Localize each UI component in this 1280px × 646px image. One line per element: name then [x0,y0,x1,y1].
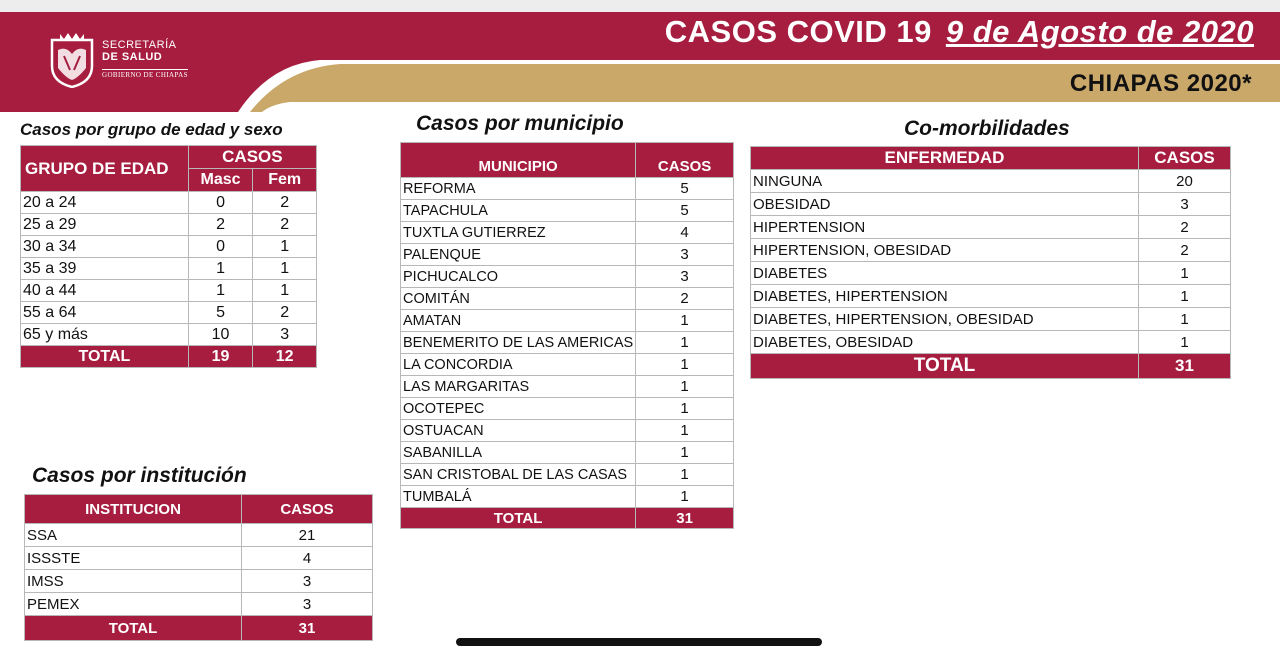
disease-name-cell: NINGUNA [751,170,1139,193]
table-row [25,570,373,593]
municipality-name-cell: COMITÁN [401,288,636,310]
disease-cases-cell: 3 [1139,193,1231,216]
municipality-name-cell: OCOTEPEC [401,398,636,420]
female-count-cell: 3 [253,324,317,346]
municipality-name-cell: SAN CRISTOBAL DE LAS CASAS [401,464,636,486]
institution-body [25,524,373,641]
table-row [21,214,317,236]
logo-text [102,40,188,79]
disease-name-cell: DIABETES, OBESIDAD [751,331,1139,354]
female-count-cell: 2 [253,192,317,214]
municipality-cases-cell: 1 [636,354,734,376]
table-row [401,266,734,288]
municipality-cases-cell: 1 [636,310,734,332]
table-row [401,464,734,486]
municipality-name-cell: PICHUCALCO [401,266,636,288]
total-label: TOTAL [25,616,242,641]
table-row [21,258,317,280]
table-row [25,524,373,547]
table-row [751,285,1231,308]
municipality-cases-cell: 1 [636,376,734,398]
municipality-name-cell: TUMBALÁ [401,486,636,508]
total-label: TOTAL [21,346,189,368]
title-text: CASOS COVID 19 [664,14,932,49]
table-row [21,324,317,346]
table-header-row [21,146,317,169]
municipality-cases-cell: 1 [636,420,734,442]
header-cases: CASOS [636,143,734,178]
table-row [401,420,734,442]
chiapas-coat-of-arms-icon [48,30,96,88]
institution-name-cell: PEMEX [25,593,242,616]
title-date: 9 de Agosto de 2020 [945,14,1254,49]
age-group-cell: 35 a 39 [21,258,189,280]
page-title [665,14,1254,50]
total-cases: 31 [242,616,373,641]
table-header-row [401,143,734,178]
age-sex-body [21,192,317,368]
table-row [401,398,734,420]
municipality-cases-cell: 5 [636,178,734,200]
total-cases: 31 [636,508,734,529]
table-row [401,222,734,244]
male-count-cell: 5 [188,302,253,324]
header-group: GRUPO DE EDAD [21,146,189,192]
total-row [751,354,1231,379]
header-disease: ENFERMEDAD [751,147,1139,170]
table-row [751,193,1231,216]
municipality-name-cell: BENEMERITO DE LAS AMERICAS [401,332,636,354]
disease-name-cell: DIABETES, HIPERTENSION, OBESIDAD [751,308,1139,331]
table-row [21,192,317,214]
municipality-body [401,178,734,529]
female-count-cell: 1 [253,236,317,258]
municipality-cases-cell: 4 [636,222,734,244]
age-sex-table [20,145,317,368]
header-institution: INSTITUCION [25,495,242,524]
age-group-cell: 65 y más [21,324,189,346]
disease-cases-cell: 1 [1139,331,1231,354]
institution-table [24,494,373,641]
header-cases: CASOS [242,495,373,524]
municipality-cases-cell: 1 [636,398,734,420]
municipality-name-cell: LAS MARGARITAS [401,376,636,398]
male-count-cell: 0 [188,236,253,258]
disease-cases-cell: 2 [1139,239,1231,262]
disease-cases-cell: 2 [1139,216,1231,239]
female-count-cell: 2 [253,214,317,236]
municipality-table [400,142,734,529]
disease-name-cell: HIPERTENSION, OBESIDAD [751,239,1139,262]
disease-name-cell: DIABETES [751,262,1139,285]
age-group-cell: 25 a 29 [21,214,189,236]
table-row [751,331,1231,354]
logo-line2: DE SALUD [102,50,163,63]
table-row [751,216,1231,239]
table-row [751,308,1231,331]
page-subtitle: CHIAPAS 2020* [1069,70,1252,97]
table-row [401,376,734,398]
disease-name-cell: OBESIDAD [751,193,1139,216]
table-row [21,236,317,258]
municipality-cases-cell: 1 [636,442,734,464]
total-label: TOTAL [401,508,636,529]
table-row [751,262,1231,285]
municipality-name-cell: REFORMA [401,178,636,200]
disease-cases-cell: 1 [1139,262,1231,285]
male-count-cell: 2 [188,214,253,236]
institution-name-cell: IMSS [25,570,242,593]
municipality-cases-cell: 3 [636,244,734,266]
age-group-cell: 55 a 64 [21,302,189,324]
municipality-cases-cell: 5 [636,200,734,222]
logo [48,30,198,100]
female-count-cell: 1 [253,258,317,280]
municipality-name-cell: TUXTLA GUTIERREZ [401,222,636,244]
header-female: Fem [253,169,317,192]
comorbidities-table [750,146,1231,379]
female-count-cell: 2 [253,302,317,324]
top-edge [0,0,1280,12]
male-count-cell: 1 [188,280,253,302]
institution-title: Casos por institución [32,464,247,487]
table-row [21,280,317,302]
table-row [401,486,734,508]
municipality-name-cell: LA CONCORDIA [401,354,636,376]
table-row [401,332,734,354]
age-group-cell: 40 a 44 [21,280,189,302]
municipality-name-cell: PALENQUE [401,244,636,266]
municipality-cases-cell: 1 [636,464,734,486]
male-count-cell: 1 [188,258,253,280]
male-count-cell: 10 [188,324,253,346]
disease-cases-cell: 20 [1139,170,1231,193]
table-row [401,200,734,222]
total-row [401,508,734,529]
municipality-cases-cell: 2 [636,288,734,310]
municipality-name-cell: OSTUACAN [401,420,636,442]
comorbidities-title: Co-morbilidades [904,117,1070,140]
age-group-cell: 30 a 34 [21,236,189,258]
municipality-cases-cell: 1 [636,486,734,508]
total-female: 12 [253,346,317,368]
comorbidities-body [751,170,1231,379]
institution-name-cell: ISSSTE [25,547,242,570]
table-row [401,288,734,310]
header-cases: CASOS [188,146,316,169]
table-row [401,244,734,266]
header-cases: CASOS [1139,147,1231,170]
bottom-bar [456,638,822,646]
municipality-cases-cell: 3 [636,266,734,288]
institution-cases-cell: 4 [242,547,373,570]
logo-line1: SECRETARÍA [102,39,177,51]
institution-cases-cell: 3 [242,593,373,616]
disease-cases-cell: 1 [1139,285,1231,308]
table-row [21,302,317,324]
table-row [751,239,1231,262]
municipality-title: Casos por municipio [416,112,624,135]
institution-name-cell: SSA [25,524,242,547]
municipality-cases-cell: 1 [636,332,734,354]
table-row [401,310,734,332]
table-row [401,354,734,376]
total-cases: 31 [1139,354,1231,379]
male-count-cell: 0 [188,192,253,214]
total-row [25,616,373,641]
total-male: 19 [188,346,253,368]
disease-name-cell: DIABETES, HIPERTENSION [751,285,1139,308]
disease-name-cell: HIPERTENSION [751,216,1139,239]
logo-line3: GOBIERNO DE CHIAPAS [102,71,188,80]
table-row [751,170,1231,193]
municipality-name-cell: AMATAN [401,310,636,332]
female-count-cell: 1 [253,280,317,302]
table-row [401,442,734,464]
header-male: Masc [188,169,253,192]
table-row [401,178,734,200]
institution-cases-cell: 21 [242,524,373,547]
age-group-cell: 20 a 24 [21,192,189,214]
header-banner [0,12,1280,112]
header-municipality: MUNICIPIO [401,143,636,178]
municipality-name-cell: TAPACHULA [401,200,636,222]
table-row [25,547,373,570]
institution-cases-cell: 3 [242,570,373,593]
disease-cases-cell: 1 [1139,308,1231,331]
table-row [25,593,373,616]
municipality-name-cell: SABANILLA [401,442,636,464]
table-header-row [25,495,373,524]
total-row [21,346,317,368]
age-sex-title: Casos por grupo de edad y sexo [20,120,283,139]
table-header-row [751,147,1231,170]
total-label: TOTAL [751,354,1139,379]
